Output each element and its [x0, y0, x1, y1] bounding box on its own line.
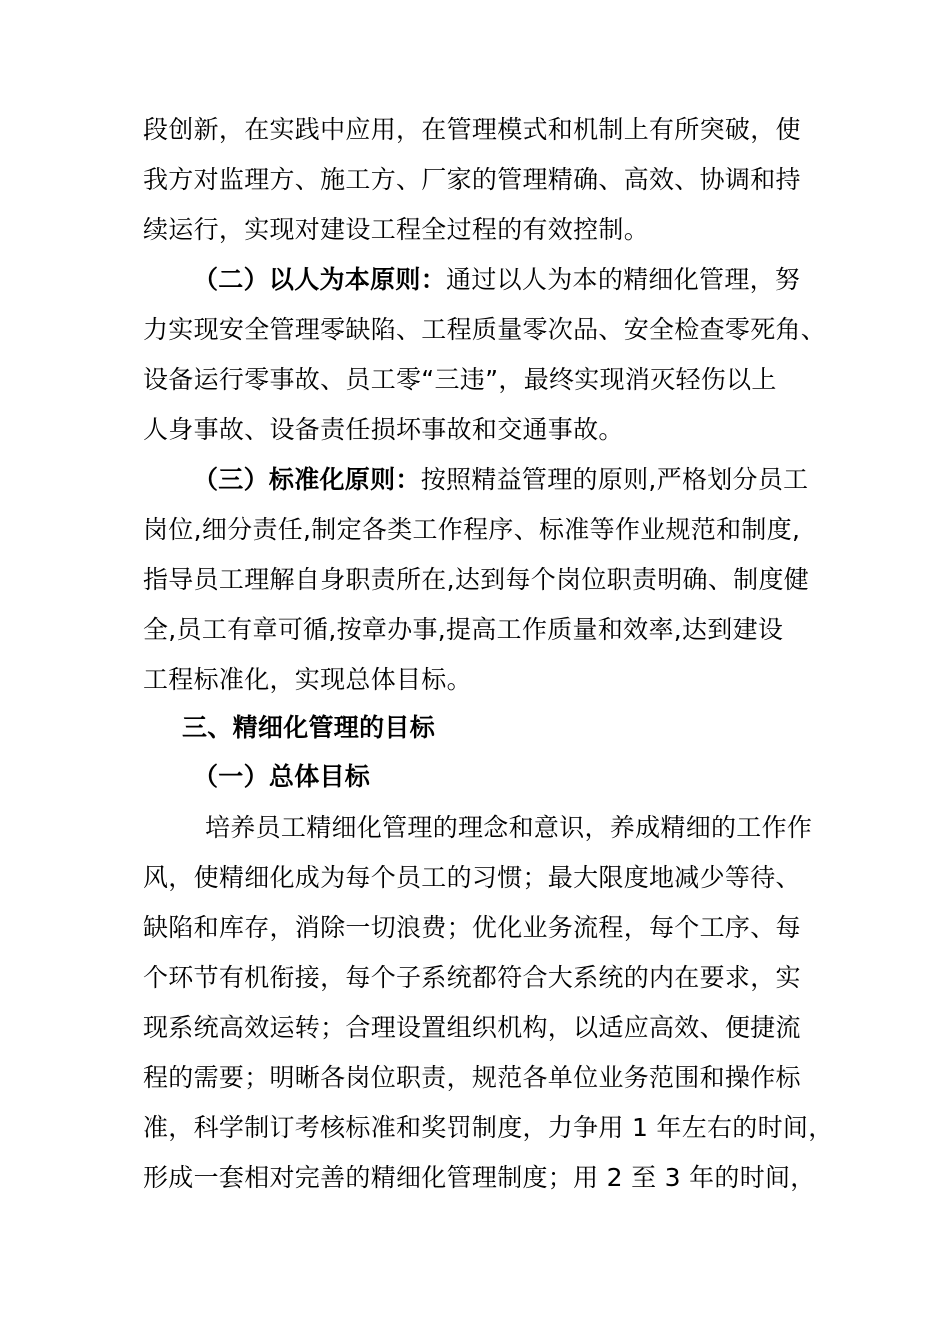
text-line	[143, 962, 813, 994]
body-text: 个环节有机衔接，每个子系统都符合大系统的内在要求，实	[143, 963, 801, 992]
body-text: 全,员工有章可循,按章办事,提高工作质量和效率,达到建设	[143, 615, 784, 644]
body-text: 现系统高效运转；合理设置组织机构，以适应高效、便捷流	[143, 1013, 801, 1042]
text-line	[143, 862, 813, 894]
body-text: 程的需要；明晰各岗位职责，规范各单位业务范围和操作标	[143, 1063, 801, 1092]
body-text: 续运行，实现对建设工程全过程的有效控制。	[143, 215, 650, 244]
text-line	[143, 214, 813, 246]
text-line	[143, 614, 813, 646]
body-text: 工程标准化，实现总体目标。	[143, 665, 472, 694]
text-line	[143, 1062, 813, 1094]
body-text: 风，使精细化成为每个员工的习惯；最大限度地减少等待、	[143, 863, 801, 892]
text-line	[143, 1162, 816, 1194]
body-text: 我方对监理方、施工方、厂家的管理精确、高效、协调和持	[143, 165, 801, 194]
body-text: 按照精益管理的原则,严格划分员工	[420, 465, 809, 494]
body-text: 指导员工理解自身职责所在,达到每个岗位职责明确、制度健	[143, 565, 810, 594]
text-line	[143, 912, 813, 944]
text-line	[205, 812, 875, 844]
body-text: 段创新，在实践中应用，在管理模式和机制上有所突破，使	[143, 115, 801, 144]
body-text: 力实现安全管理零缺陷、工程质量零次品、安全检查零死角、	[143, 315, 827, 344]
body-text: 人身事故、设备责任损坏事故和交通事故。	[143, 415, 624, 444]
heading-text: （一）总体目标	[193, 762, 371, 791]
text-line	[143, 564, 813, 596]
text-line	[182, 712, 852, 744]
text-line	[193, 464, 863, 496]
text-line	[143, 664, 813, 696]
text-line	[143, 514, 813, 546]
body-text: 缺陷和库存，消除一切浪费；优化业务流程，每个工序、每	[143, 913, 801, 942]
body-text: 形成一套相对完善的精细化管理制度；用 2 至 3 年的时间，	[143, 1163, 816, 1192]
text-line	[143, 1012, 813, 1044]
text-line	[193, 761, 863, 793]
text-line	[193, 264, 863, 296]
body-text: 设备运行零事故、员工零“三违”，最终实现消灭轻伤以上	[143, 365, 777, 394]
text-line	[143, 1112, 834, 1144]
text-line	[143, 364, 813, 396]
heading-text: 三、精细化管理的目标	[182, 713, 436, 742]
heading-text: （二）以人为本原则：	[193, 265, 447, 294]
body-text: 培养员工精细化管理的理念和意识，养成精细的工作作	[205, 813, 813, 842]
text-line	[143, 164, 813, 196]
text-line	[143, 414, 813, 446]
body-text: 通过以人为本的精细化管理，努	[446, 265, 801, 294]
body-text: 准，科学制订考核标准和奖罚制度，力争用 1 年左右的时间，	[143, 1113, 834, 1142]
text-line	[143, 114, 813, 146]
body-text: 岗位,细分责任,制定各类工作程序、标准等作业规范和制度,	[143, 515, 801, 544]
heading-text: （三）标准化原则：	[193, 465, 421, 494]
text-line	[143, 314, 827, 346]
